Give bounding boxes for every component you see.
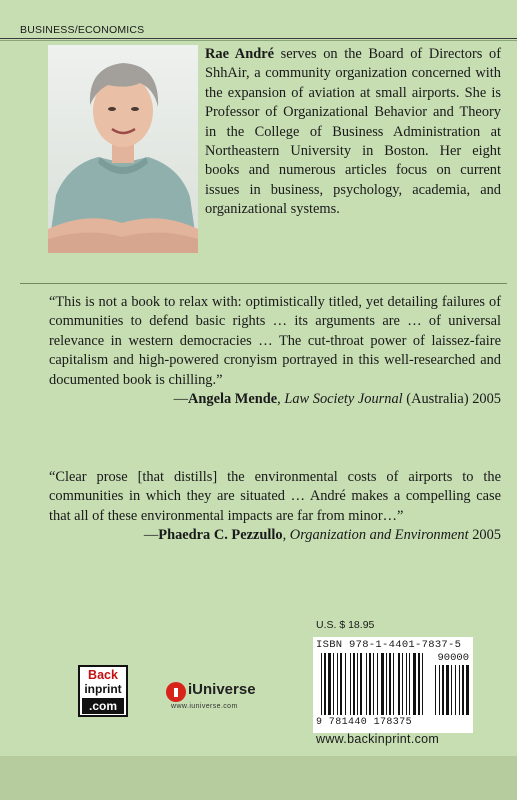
backinprint-logo-back: Back [88,668,118,682]
review-attribution [49,526,501,545]
review-source: Law Society Journal [284,391,403,408]
review-source: Organization and Environment [289,527,469,544]
author-bio-text: serves on the Board of Directors of ShhAir, a community organization concerned with the expansion of aviation at small airports. She is Professor of Organizational Behavior and Theory in the College of Business Administration at Northeastern University in Boston. Her eight books and numerous articles focus on current issues in business, psychology, academia, and organizational systems. [205,46,501,218]
top-rule [0,38,517,39]
top-rule-shadow [0,40,517,41]
review-quote-1 [49,293,501,409]
iuniverse-logo [166,681,286,715]
review-quote-text: “Clear prose [that distills] the environmental costs of airports to the communities in which they are situated … André makes a compelling case that all of these environmental impacts are far from minor…” [49,469,501,524]
section-divider [20,283,507,284]
author-bio [205,45,501,220]
category-label: BUSINESS/ECONOMICS [20,24,145,36]
bottom-band [0,756,517,800]
attribution-dash: — [173,391,188,408]
author-photo [48,45,198,253]
review-quote-text: “This is not a book to relax with: optimistically titled, yet detailing failures of communities to defend basic rights … its arguments are … of universal relevance in western democracies … The cut-throat power of laissez-faire capitalism and high-powered cronyism portrayed in this well-researched and documented book is chilling.” [49,294,501,388]
review-attribution [49,390,501,409]
review-quote-2 [49,468,501,546]
website-url: www.backinprint.com [316,732,440,746]
attribution-dash: — [143,527,159,544]
backinprint-logo [78,665,128,717]
attribution-separator: , [282,527,287,544]
barcode-addon-number: 90000 [437,652,469,664]
author-name: Rae André [205,46,274,62]
isbn-barcode [313,637,473,733]
review-detail: (Australia) 2005 [406,391,501,408]
reviewer-name: Angela Mende [188,391,278,408]
attribution-separator: , [277,391,281,408]
isbn-text: ISBN 978-1-4401-7837-5 [316,639,462,651]
iuniverse-mark-icon [166,682,186,702]
review-detail: 2005 [472,527,501,544]
reviewer-name: Phaedra C. Pezzullo [158,527,283,544]
barcode-number: 9 781440 178375 [316,717,413,728]
backinprint-logo-inprint: inprint [84,682,122,696]
iuniverse-name: iUniverse [188,681,256,698]
iuniverse-url: www.iuniverse.com [171,703,238,710]
price-label: U.S. $ 18.95 [316,619,375,631]
backinprint-logo-com: .com [82,698,124,714]
